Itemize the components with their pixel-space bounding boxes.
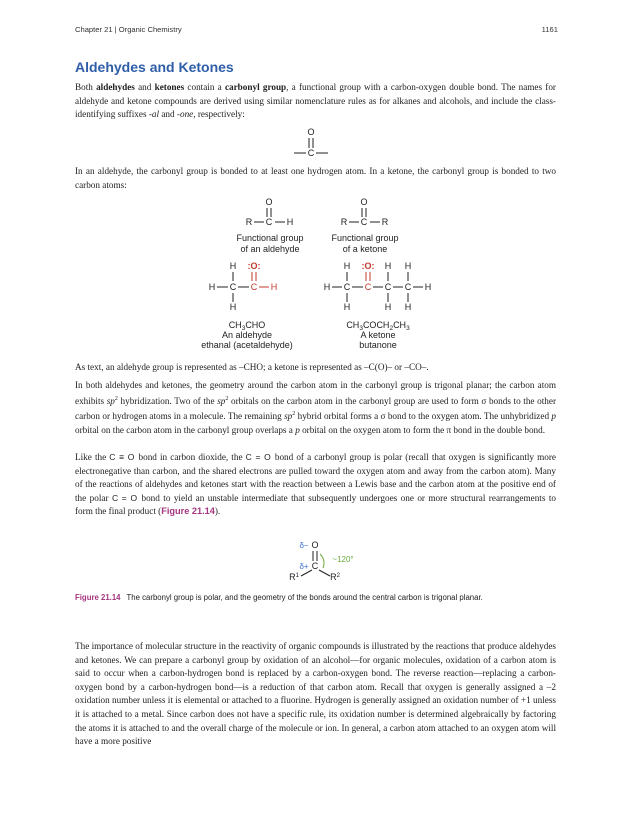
page-number: 1161	[541, 25, 558, 34]
svg-text:H: H	[270, 282, 278, 292]
svg-text:R: R	[245, 217, 253, 227]
svg-text:H: H	[384, 302, 392, 312]
svg-text:H: H	[343, 261, 351, 271]
svg-text:H: H	[384, 261, 392, 271]
butanone-formula: $CH_3COCH_2CH_3$	[346, 320, 410, 332]
running-header: Chapter 21 | Organic Chemistry	[75, 25, 182, 34]
svg-text:H: H	[229, 302, 237, 312]
aldehyde-label-line1: Functional group	[236, 233, 304, 243]
ethanal-class: An aldehyde	[221, 330, 273, 340]
svg-text::O:: :O:	[247, 261, 261, 271]
term-carbonyl-group: carbonyl group	[224, 82, 287, 92]
svg-text:C: C	[364, 282, 372, 292]
butanone-class: A ketone	[360, 330, 396, 340]
svg-text:H: H	[208, 282, 216, 292]
butanone-name: butanone	[359, 340, 397, 350]
svg-text:H: H	[323, 282, 331, 292]
aldehyde-label-line2: of an aldehyde	[240, 244, 300, 254]
svg-text:H: H	[286, 217, 294, 227]
figure-21-14-caption: Figure 21.14 The carbonyl group is polar, and the geometry of the bonds around the central carbon is trigonal planar.	[75, 593, 483, 602]
paragraph-text-representation: As text, an aldehyde group is represented as –CHO; a ketone is represented as –C(O)– or –CO–.	[75, 362, 429, 372]
aldehyde-functional-group-structure	[225, 196, 315, 258]
figure-21-14-label: Figure 21.14	[75, 593, 121, 602]
ethanal-structure	[200, 258, 300, 354]
svg-text:O: O	[360, 197, 368, 207]
ketone-label-line2: of a ketone	[342, 244, 388, 254]
paragraph-polarity: Like the C ≡ O bond in carbon dioxide, the C = O bond of a carbonyl group is polar (recall that oxygen is significantly more electronegative than carbon, and the shared electrons are pulled toward the oxygen atom and away from the carbon atom). Many of the reactions of aldehydes and ketones start with the reaction between a Lewis base and the carbon atom at the positive end of the polar C = O bond to yield an unstable intermediate that subsequently undergoes one or more structural rearrangements to form the final product (Figure 21.14).	[75, 452, 556, 517]
svg-text:R2: $R^2$	[330, 572, 340, 582]
svg-text:C: C	[384, 282, 392, 292]
svg-text:R: R	[381, 217, 389, 227]
svg-text:C: C	[307, 148, 315, 158]
svg-text:R1: $R^1$	[289, 572, 299, 582]
svg-text:H: H	[404, 302, 412, 312]
carbonyl-group-structure	[290, 126, 332, 160]
paragraph-aldehyde-ketone-definition: In an aldehyde, the carbonyl group is bonded to at least one hydrogen atom. In a ketone, the carbonyl group is bonded to two carbon atoms:	[75, 166, 556, 190]
term-aldehydes: aldehydes	[96, 82, 135, 92]
term-ketones: ketones	[154, 82, 185, 92]
ketone-label-line1: Functional group	[331, 233, 399, 243]
paragraph-intro: Both aldehydes and ketones contain a carbonyl group, a functional group with a carbon-oxygen double bond. The names for aldehyde and ketone compounds are derived using similar nomenclature rules as for alkanes and alcohols, and include the class-identifying suffixes -al and -one, respectively:	[75, 82, 556, 120]
ethanal-name: ethanal (acetaldehyde)	[201, 340, 293, 350]
svg-text:C: C	[265, 217, 273, 227]
paragraph-geometry: In both aldehydes and ketones, the geometry around the carbon atom in the carbonyl group is trigonal planar; the carbon atom exhibits $sp^2$ hybridization. Two of the $sp^2$ orbitals on the carbon atom in the carbonyl group are used to form σ bonds to the other carbon or hydrogen atoms in a molecule. The remaining $sp^2$ hybrid orbital forms a σ bond to the oxygen atom. The unhybridized p orbital on the carbon atom in the carbonyl group overlaps a p orbital on the oxygen atom to form the π bond in the double bond.	[75, 380, 557, 435]
ketone-functional-group-structure	[320, 196, 410, 258]
svg-text:H: H	[343, 302, 351, 312]
section-title: Aldehydes and Ketones	[75, 59, 234, 75]
svg-text:H: H	[404, 261, 412, 271]
svg-text:O: O	[307, 127, 315, 137]
figure-21-14-link[interactable]: Figure 21.14	[161, 506, 215, 517]
svg-text:O: O	[265, 197, 273, 207]
delta-minus-label: δ−	[299, 541, 309, 550]
svg-text:H: H	[424, 282, 432, 292]
ethanal-formula: $CH_3CHO$	[228, 320, 266, 332]
svg-text:C: C	[343, 282, 351, 292]
svg-text:O: O	[311, 540, 319, 550]
svg-text:C: C	[229, 282, 237, 292]
butanone-structure	[318, 258, 438, 354]
svg-text:C: C	[311, 561, 319, 571]
svg-text:C: C	[360, 217, 368, 227]
svg-text:C: C	[404, 282, 412, 292]
figure-21-14-polar-carbonyl	[282, 538, 362, 584]
delta-plus-label: δ+	[299, 562, 309, 571]
svg-text:C: C	[250, 282, 258, 292]
svg-text:H: H	[229, 261, 237, 271]
svg-text::O:: :O:	[361, 261, 375, 271]
bond-angle-label: ~120°	[332, 555, 354, 564]
paragraph-oxidation-reduction: The importance of molecular structure in the reactivity of organic compounds is illustrated by the reactions that produce aldehydes and ketones. We can prepare a carbonyl group by oxidation of an alcohol—for organic molecules, oxidation of a carbon atom is said to occur when a carbon-hydrogen bond is replaced by a carbon-oxygen bond. The reverse reaction—replacing a carbon-oxygen bond by a carbon-hydrogen bond—is a reduction of that carbon atom. Recall that oxygen is generally assigned a –2 oxidation number unless it is elemental or attached to a fluorine. Hydrogen is generally assigned an oxidation number of +1 unless it is attached to a metal. Since carbon does not have a specific rule, its oxidation number is determined algebraically by factoring the atoms it is attached to and the overall charge of the molecule or ion. In general, a carbon atom attached to an oxygen atom will have a more positive	[75, 641, 556, 747]
svg-text:R: R	[340, 217, 348, 227]
